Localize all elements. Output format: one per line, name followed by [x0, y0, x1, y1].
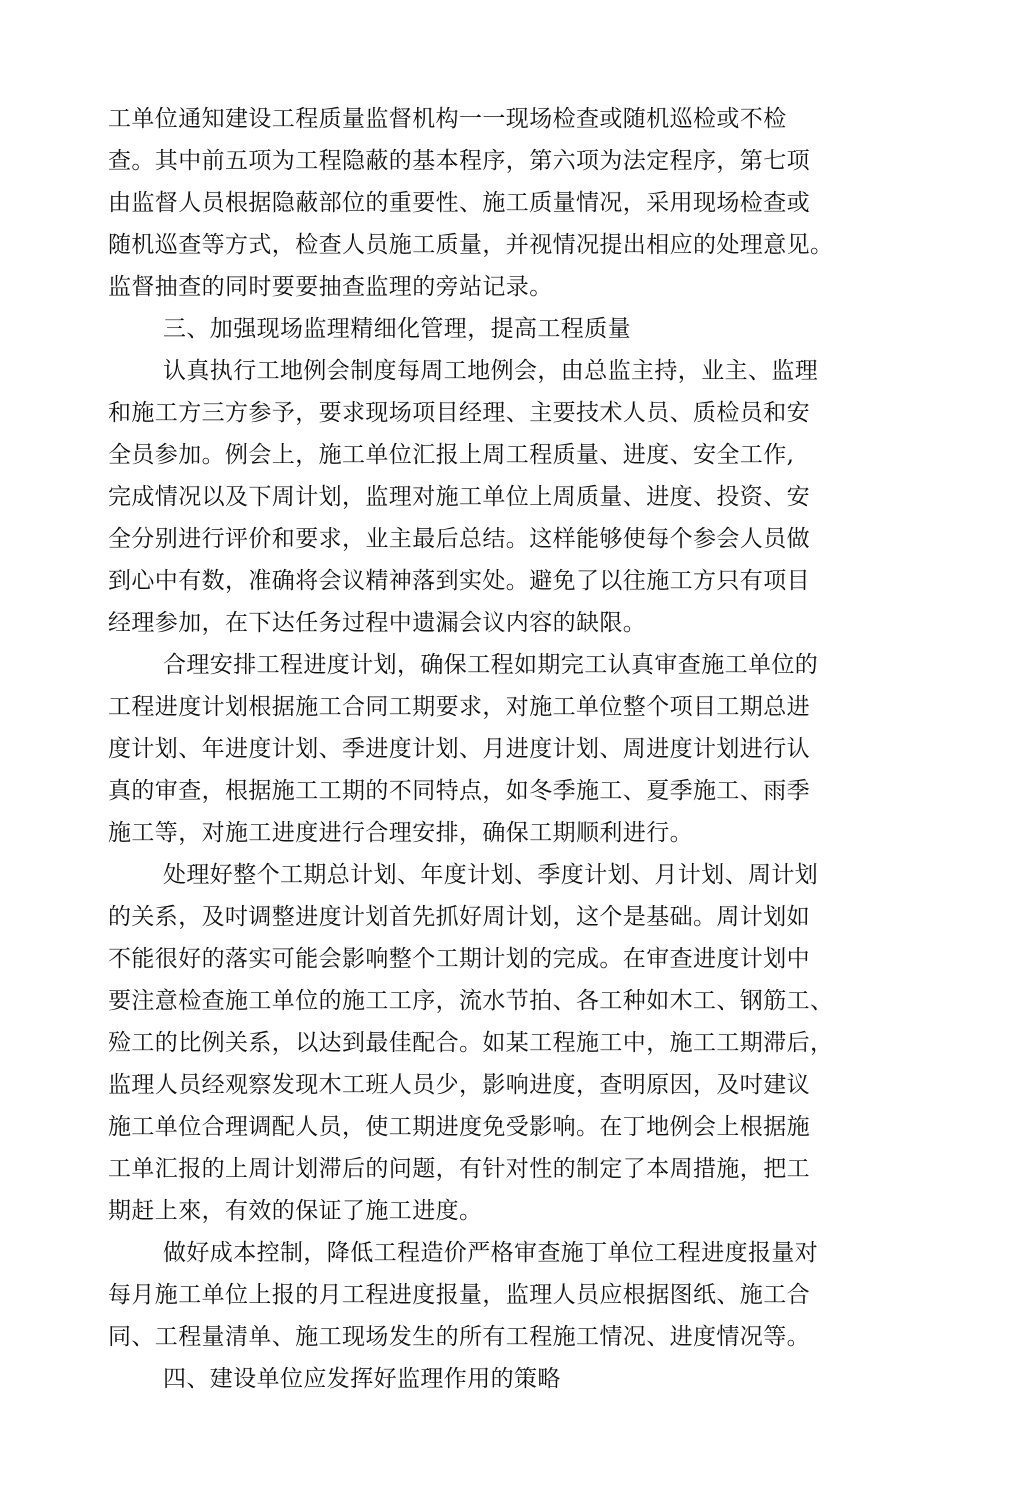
paragraph-start: 认真执行工地例会制度每周工地例会，由总监主持，业主、监理 — [163, 358, 819, 384]
text-line: 施工单位合理调配人员，使工期进度免受影响。在丁地例会上根据施 — [108, 1114, 810, 1140]
paragraph-start: 做好成本控制，降低工程造价严格审查施丁单位工程进度报量对 — [163, 1240, 819, 1266]
paragraph-start: 处理好整个工期总计划、年度计划、季度计划、月计划、周计划 — [163, 862, 819, 888]
text-line: 真的审查，根据施工工期的不同特点，如冬季施工、夏季施工、雨季 — [108, 778, 810, 804]
text-line: 工程进度计划根据施工合同工期要求，对施工单位整个项目工期总进 — [108, 694, 810, 720]
section-heading: 三、加强现场监理精细化管理，提高工程质量 — [163, 316, 631, 342]
text-line: 和施工方三方参予，要求现场项目经理、主要技术人员、质检员和安 — [108, 400, 810, 426]
text-line: 由监督人员根据隐蔽部位的重要性、施工质量情况，采用现场检查或 — [108, 190, 810, 216]
text-line: 全员参加。例会上，施工单位汇报上周工程质量、进度、安全工作, — [108, 442, 795, 468]
section-heading: 四、建设单位应发挥好监理作用的策略 — [163, 1366, 561, 1392]
text-line: 到心中有数，准确将会议精神落到实处。避免了以往施工方只有项目 — [108, 568, 810, 594]
text-line: 全分别进行评价和要求，业主最后总结。这样能够使每个参会人员做 — [108, 526, 810, 552]
text-line: 同、工程量清单、施工现场发生的所有工程施工情况、进度情况等。 — [108, 1324, 810, 1350]
text-line: 工单汇报的上周计划滞后的问题，有针对性的制定了本周措施，把工 — [108, 1156, 810, 1182]
text-line: 度计划、年进度计划、季进度计划、月进度计划、周进度计划进行认 — [108, 736, 810, 762]
text-line: 查。其中前五项为工程隐蔽的基本程序，第六项为法定程序，第七项 — [108, 148, 810, 174]
paragraph-start: 合理安排工程进度计划，确保工程如期完工认真审查施工单位的 — [163, 652, 819, 678]
text-line: 工单位通知建设工程质量监督机构一一现场检查或随机巡检或不检 — [108, 106, 787, 132]
text-line: 监理人员经观察发现木工班人员少，影响进度，查明原因，及吋建议 — [108, 1072, 810, 1098]
text-line: 监督抽查的同时要要抽查监理的旁站记录。 — [108, 274, 553, 300]
text-line: 完成情况以及下周计划，监理对施工单位上周质量、进度、投资、安 — [108, 484, 810, 510]
text-line: 随机巡查等方式，检查人员施工质量，并视情况提出相应的处理意见。 — [108, 232, 834, 258]
text-line: 经理参加，在下达任务过程中遗漏会议内容的缺限。 — [108, 610, 647, 636]
text-line: 的关系，及吋调整进度计划首先抓好周计划，这个是基础。周计划如 — [108, 904, 810, 930]
text-line: 不能很好的落实可能会影响整个工期计划的完成。在审查进度计划中 — [108, 946, 810, 972]
text-line: 殓工的比例关系，以达到最佳配合。如某工程施工中，施工工期滞后， — [108, 1030, 834, 1056]
text-line: 每月施工单位上报的月工程进度报量，监理人员应根据图纸、施工合 — [108, 1282, 810, 1308]
document-body — [108, 98, 868, 1400]
text-line: 期赶上來，有效的保证了施工进度。 — [108, 1198, 483, 1224]
text-line: 要注意检查施工单位的施工工序，流水节拍、各工种如木工、钢筋工、 — [108, 988, 834, 1014]
text-line: 施工等，对施工进度进行合理安排，确保工期顺利进行。 — [108, 820, 693, 846]
